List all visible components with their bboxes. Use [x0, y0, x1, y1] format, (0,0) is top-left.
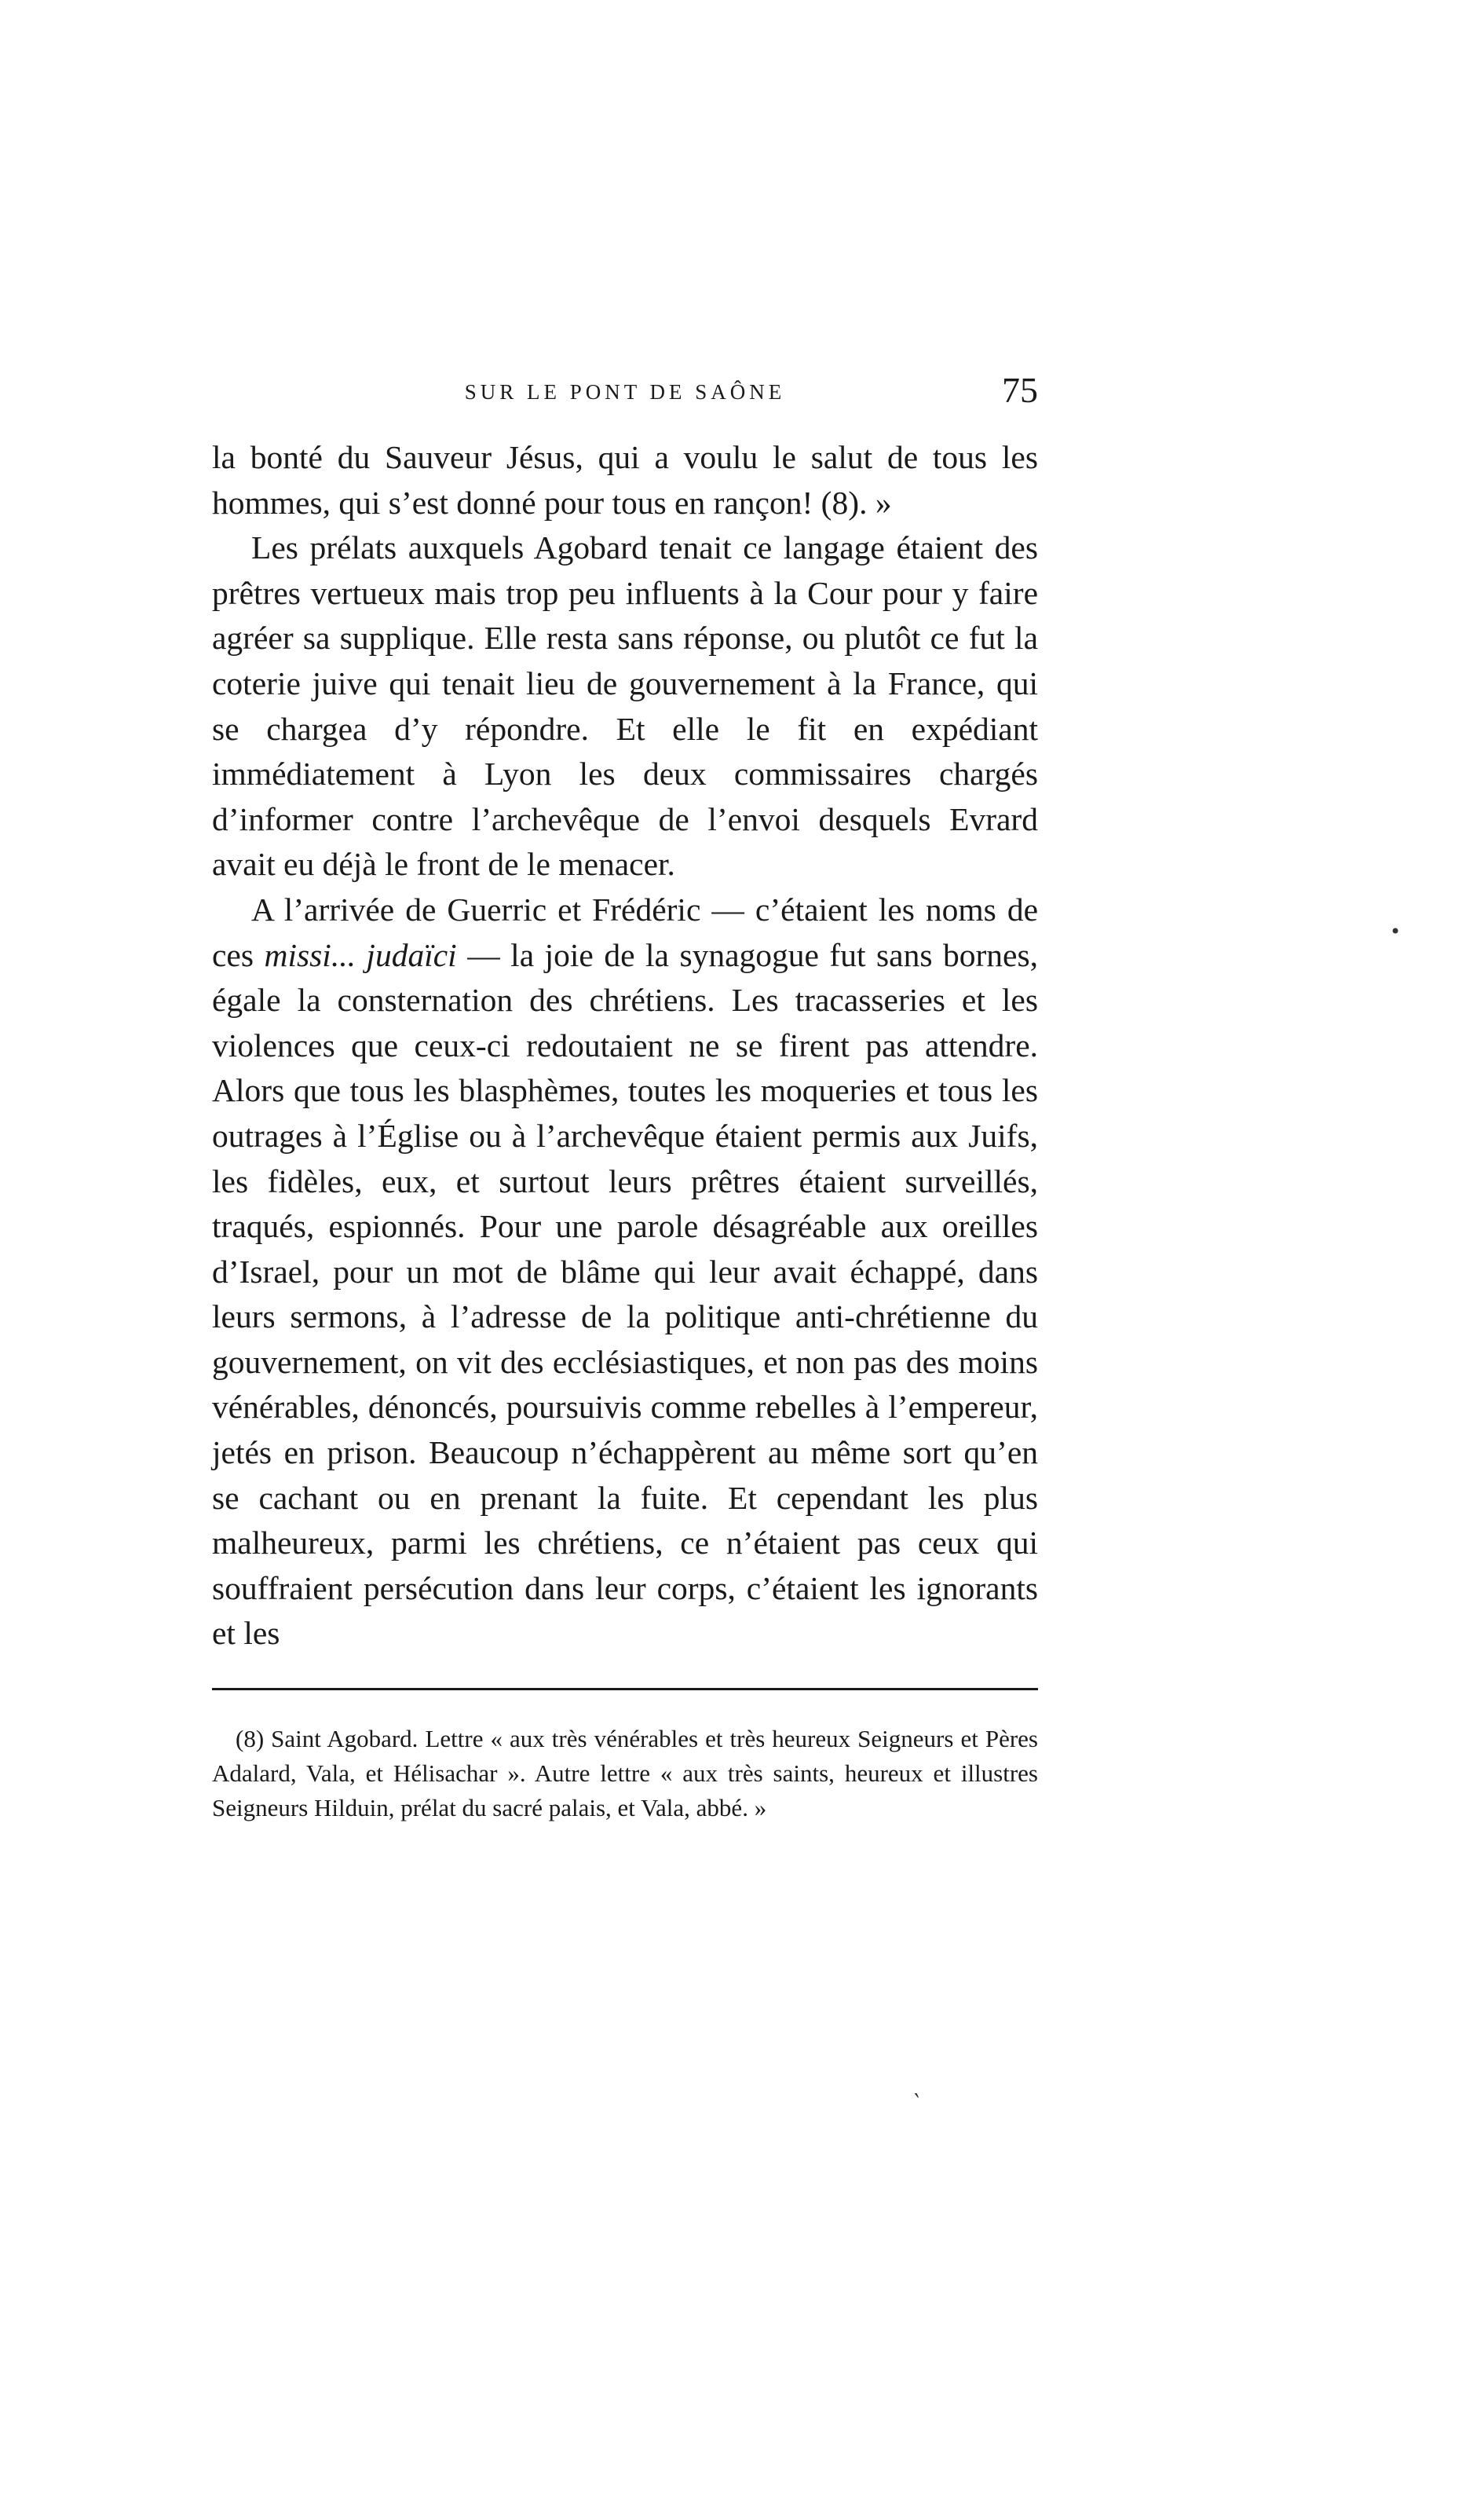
page	[212, 369, 1038, 1825]
paragraph: Les prélats auxquels Agobard tenait ce langage étaient des prêtres vertueux mais trop peu influents à la Cour pour y faire agréer sa supplique. Elle resta sans réponse, ou plutôt ce fut la coterie juive qui tenait lieu de gouvernement à la France, qui se chargea d’y répondre. Et elle le fit en expédiant immédiatement à Lyon les deux commissaires chargés d’informer contre l’archevêque de l’envoi desquels Evrard avait eu déjà le front de le menacer.	[212, 529, 1038, 883]
italic-phrase: missi... judaïci	[264, 936, 457, 973]
paragraph-text: A l’arrivée de Guerric et Frédéric — c’étaient les noms de ces	[212, 891, 1038, 973]
footnote-rule	[212, 1688, 1038, 1690]
running-head	[212, 369, 1038, 416]
running-title: SUR LE PONT DE SAÔNE	[464, 380, 786, 404]
paragraph	[212, 888, 1038, 1657]
paragraph-continued: la bonté du Sauveur Jésus, qui a voulu le salut de tous les hommes, qui s’est donné pour tous en rançon! (8). »	[212, 439, 1038, 521]
page-number: 75	[1002, 370, 1038, 410]
stray-mark: ‵	[914, 2089, 919, 2117]
paragraph-text: — la joie de la synagogue fut sans bornes, égale la consternation des chrétiens. Les tracasseries et les violences que ceux-ci redoutaient ne se firent pas attendre. Alors que tous les blasphèmes, toutes les moqueries et tous les outrages à l’Église ou à l’archevêque étaient permis aux Juifs, les fidèles, eux, et surtout leurs prêtres étaient surveillés, traqués, espionnés. Pour une parole désagréable aux oreilles d’Israel, pour un mot de blâme qui leur avait échappé, dans leurs sermons, à l’adresse de la politique anti-chrétienne du gouvernement, on vit des ecclésiastiques, et non pas des moins vénérables, dénoncés, poursuivis comme rebelles à l’empereur, jetés en prison. Beaucoup n’échappèrent au même sort qu’en se cachant ou en prenant la fuite. Et cependant les plus malheureux, parmi les chrétiens, ce n’étaient pas ceux qui souffraient persécution dans leur corps, c’étaient les ignorants et les	[212, 936, 1038, 1652]
footnote: (8) Saint Agobard. Lettre « aux très vénérables et très heureux Seigneurs et Pères Adalard, Vala, et Hélisachar ». Autre lettre « aux très saints, heureux et illustres Seigneurs Hilduin, prélat du sacré palais, et Vala, abbé. »	[212, 1725, 1038, 1822]
stray-mark: •	[1390, 921, 1402, 943]
body-text	[212, 435, 1038, 1657]
